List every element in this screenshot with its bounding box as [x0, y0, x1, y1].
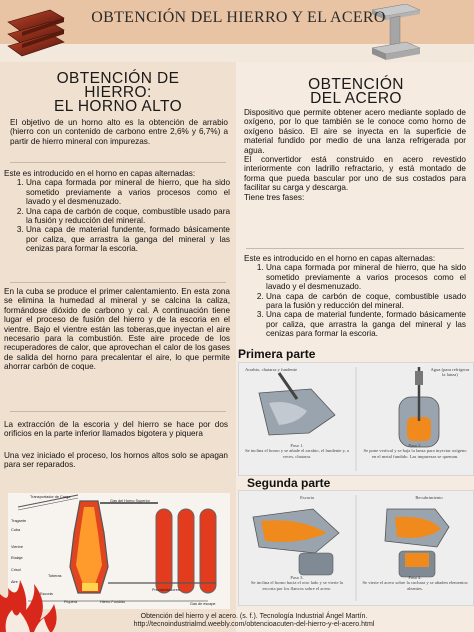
step-text: Se inclina el horno y se añade el arrabio, el fundente y, a veces, chatarra. — [245, 448, 349, 459]
divider — [246, 248, 464, 249]
blast-label: Etalaje — [11, 556, 23, 560]
blast-label: Tragante — [11, 519, 27, 523]
blast-label: Cuba — [11, 528, 21, 532]
left-layer-item: 2. Una capa de carbón de coque, combustible usado para la fusión y reducción del mineral. — [26, 207, 230, 226]
page-title: OBTENCIÓN DEL HIERRO Y EL ACERO — [91, 9, 386, 26]
right-title-line-1: OBTENCIÓN — [308, 76, 404, 93]
citation-text: Obtención del hierro y el acero. (s. f.). Tecnología Industrial Ángel Martín. — [140, 613, 368, 620]
right-layer-item: 2. Una capa de carbón de coque, combustible usado para la fusión y reducción del mineral. — [266, 292, 466, 311]
blast-label: Piquera — [64, 600, 78, 604]
left-title-line-1: OBTENCIÓN DE — [56, 70, 180, 87]
figure-caption — [361, 443, 469, 459]
steel-description: Dispositivo que permite obtener acero mediante soplado de oxígeno, por lo que también se le conoce como horno de oxígeno básico. El aire se inyecta en la superficie de material fundido por medio de una lanza refrigerada por agua. — [244, 108, 466, 155]
left-section-title — [10, 72, 226, 114]
left-layer-item: 1. Una capa formada por mineral de hierro, que ha sido sometido previamente a varios procesos como el lavado y el desmenuzado. — [26, 178, 230, 206]
right-title-line-2: DEL ACERO — [310, 90, 402, 107]
left-title-line-3: EL HORNO ALTO — [53, 98, 183, 115]
shutdown-paragraph: Una vez iniciado el proceso, los hornos altos solo se apagan para ser reparados. — [4, 451, 228, 470]
step-text: Se inclina el horno hacia el otro lado y se vierte la escoria por los flancos sobre el acero. — [251, 580, 343, 591]
step-text: Se vierte el acero sobre la cuchara y se añaden elementos aleantes. — [362, 580, 468, 591]
figure-caption — [245, 443, 349, 459]
extraction-paragraph: La extracción de la escoria y del hierro se hace por dos orificios en la parte inferior llamados bigotera y piquera — [4, 420, 228, 439]
divider — [10, 411, 226, 412]
right-layer-item: 1. Una capa formada por mineral de hierro, que ha sido sometido previamente a varios procesos como el lavado y el desmenuzado. — [266, 263, 466, 291]
blast-label: Hierro Fundido — [100, 600, 126, 604]
left-layers-intro: Este es introducido en el horno en capas alternadas: — [4, 169, 196, 178]
blast-label: Gas del Horno Superior — [110, 499, 150, 503]
converter-figure-part-1 — [238, 362, 474, 476]
first-part-heading: Primera parte — [238, 347, 316, 361]
blast-label: Gas de escape — [190, 602, 216, 606]
converter-description: El convertidor está construido en acero revestido interiormente con ladrillo refractario, y está montado de forma que pueda bascular por uno de sus costados para facilitar su carga y descarga. — [244, 155, 466, 193]
blast-label: Aire — [11, 580, 18, 584]
right-layers-block — [244, 254, 466, 339]
blast-label: Crisol — [11, 568, 21, 572]
objective-paragraph: El objetivo de un horno alto es la obtención de arrabio (hierro con un contenido de carbono entre 2,6% y 6,7%) a partir de hierro mineral con impurezas. — [10, 118, 228, 146]
figure-label: Arrabio, chatarra y fundente — [245, 367, 298, 372]
blast-label: Transportador de Carga — [30, 495, 71, 499]
right-section-title — [246, 78, 466, 106]
blast-label: Toberas — [48, 574, 62, 578]
phases-label: Tiene tres fases: — [244, 192, 305, 202]
figure-caption — [361, 575, 469, 591]
blast-label: Vientre — [11, 545, 23, 549]
step-title: Paso 3. — [290, 575, 304, 580]
step-title: Paso 2. — [408, 443, 422, 448]
divider — [10, 282, 226, 283]
right-layer-item: 3. Una capa de material fundente, formado básicamente por caliza, que arrastra la ganga del mineral y las cenizas para formar la escoria. — [266, 310, 466, 338]
figure-label: Agua (para refrigerar la lanza) — [430, 367, 470, 378]
right-layers-intro: Este es introducido en el horno en capas alternadas: — [244, 254, 436, 263]
step-title: Paso 1. — [290, 443, 304, 448]
step-title: Paso 4. — [408, 575, 422, 580]
flame-decoration — [0, 560, 60, 632]
figure-label: Escoria — [300, 495, 314, 500]
left-layers-block — [4, 169, 230, 254]
blast-label: Precalentadores — [152, 588, 180, 592]
converter-figure-part-2 — [238, 490, 474, 606]
footer-citation — [52, 613, 456, 629]
figure-label: Recubrimiento — [415, 495, 443, 500]
citation-url[interactable]: http://tecnoindustrialmd.weebly.com/obtencioacuten-del-hierro-y-el-acero.html — [133, 621, 375, 628]
left-title-line-2: HIERRO: — [84, 84, 152, 101]
second-part-heading: Segunda parte — [247, 476, 331, 490]
figure-caption — [245, 575, 349, 591]
steel-description-paragraph — [244, 108, 466, 202]
left-layer-item: 3. Una capa de material fundente, formado básicamente por caliza, que arrastra la ganga del mineral y las cenizas para formar la escoria. — [26, 225, 230, 253]
divider — [10, 162, 226, 163]
step-text: Se pone vertical y se baja la lanza para inyectar oxígeno en el metal fundido. Las impurezas se queman. — [363, 448, 467, 459]
process-paragraph: En la cuba se produce el primer calentamiento. En esta zona se elimina la humedad al mineral y se calcina la caliza, formándose dióxido de carbono y cal. A continuación tiene lugar el proceso de fusión del hierro y de la escoria en el vientre. Bajo el vientre están las toberas,que inyectan el aire necesario para la combustión. Este aire procede de los recuperadores de calor, que aprovechan el calor de los gases de salida del horno para precalentar el aire, lo que permite ahorrar carbón de coque. — [4, 287, 230, 372]
blast-label: Escoria — [40, 592, 53, 596]
